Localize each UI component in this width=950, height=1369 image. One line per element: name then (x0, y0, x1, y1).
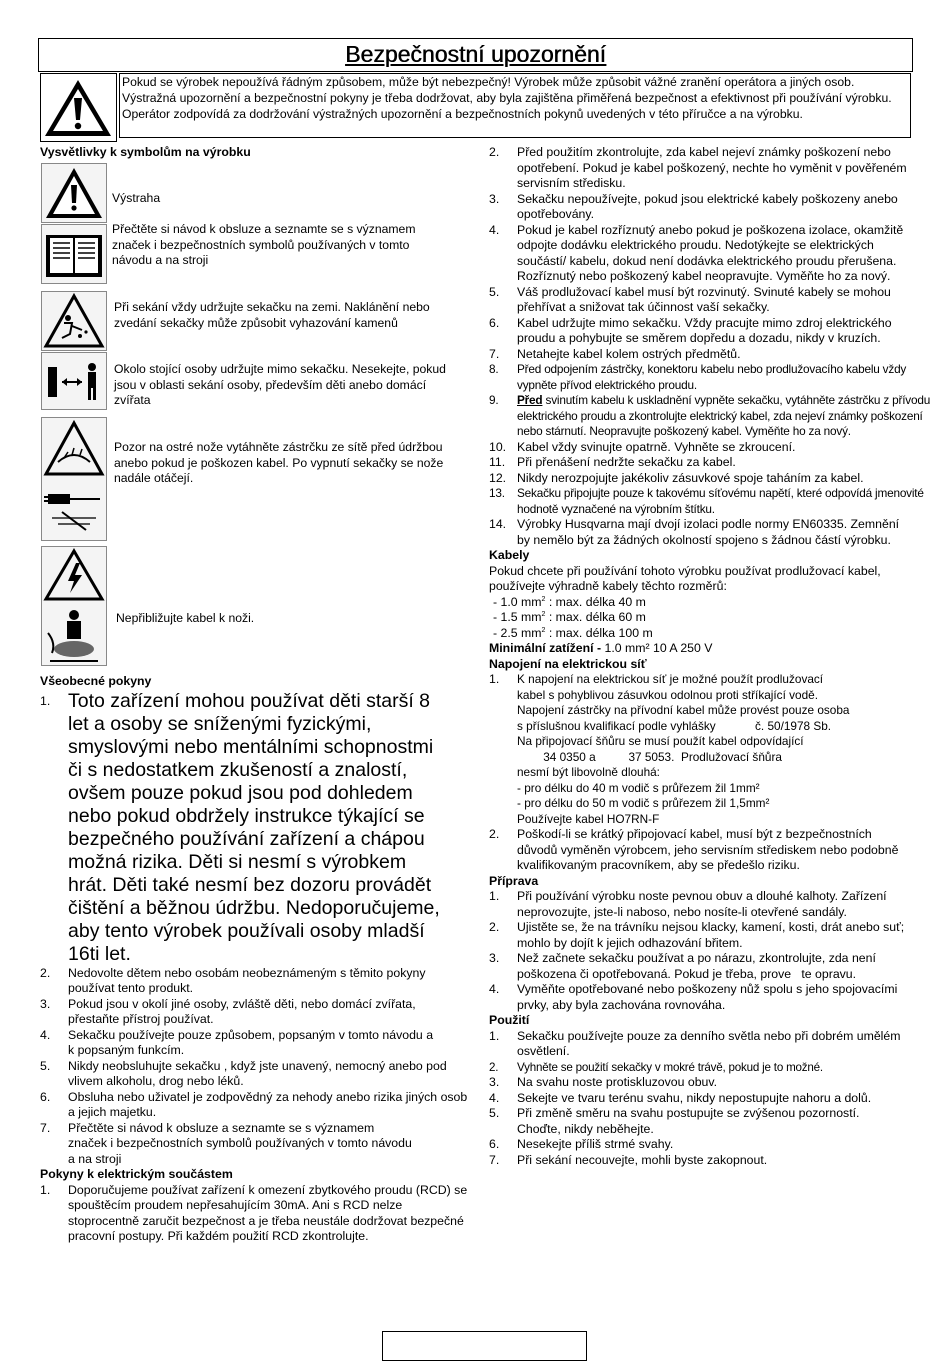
cable-text: Nepřibližujte kabel k noži. (116, 611, 255, 625)
list-item: 6. Obsluha nebo uživatel je zodpovědný za nehody anebo rizika jiných osob a jejich majetku. (40, 1089, 468, 1119)
list-item: 1. Toto zařízení mohou používat děti starší 8 let a osoby se sníženými fyzickými, smyslovými nebo mentálními schopnostmi či s nedostatkem zkušeností a znalostí, ovšem pouze pokud jsou pod dohledem nebo pokud obdržely instrukce týkající se bezpečného používání zařízení a chápou možná rizika. Děti si nesmí s výrobkem hrát. Děti také nesmí bez dozoru provádět čištění a běžnou údržbu. Nedoporučujeme, aby tento výrobek používali osoby mladší 16ti let. (40, 689, 440, 965)
intro-text: Pokud se výrobek nepoužívá řádným způsobem, může být nebezpečný! Výrobek může způsobit vážné zranění operátora a jiných osob. Výstražná upozornění a bezpečnostní pokyny je třeba dodržovat, aby byla zajištěna přiměřená bezpečnost a efektivnost při používání výrobku. Operátor zodpovídá za dodržování výstražných upozornění a bezpečnostních pokynů uvedených v této příručce a na výrobku. (119, 73, 911, 138)
thrown-object-symbol (41, 291, 107, 351)
list-item: 2. Před použitím zkontrolujte, zda kabel nejeví známky poškození nebo opotřebení. Pokud je kabel poškozený, nechte ho vyměnit v pověřeném servisním středisku. (489, 145, 907, 190)
list-item: 10. Kabel vždy svinujte opatrně. Vyhněte se zkroucení. (489, 439, 796, 454)
list-item: 7. Při sekání necouvejte, mohli byste zakopnout. (489, 1152, 768, 1167)
bystander-symbol (41, 352, 107, 410)
use-heading: Použití (489, 1013, 530, 1027)
list-item: 2. Vyhněte se použití sekačky v mokré trávě, pokud je to možné. (489, 1060, 823, 1074)
cable-symbol (41, 546, 107, 666)
list-item: 4. Sekejte ve tvaru terénu svahu, nikdy nepostupujte nahoru a dolů. (489, 1090, 872, 1105)
list-item: 2. Ujistěte se, že na trávníku nejsou klacky, kamení, kosti, drát anebo suť; mohlo by dojít k jejich odhazování břitem. (489, 920, 905, 950)
list-item: 4. Pokud je kabel rozříznutý anebo pokud je poškozena izolace, okamžitě odpojte dodávku elektrického proudu. Nedotýkejte se elektrických součástí/ kabelu, dokud není dodávka elektrického proudu přerušena. Rozříznutý nebo poškozený kabel neopravujte. Vyměňte ho za nový. (489, 222, 904, 283)
electric-heading: Pokyny k elektrickým součástem (40, 1167, 233, 1181)
right-column (489, 145, 931, 1168)
general-section (40, 674, 470, 1245)
list-item: 9. Před svinutím kabelu k uskladnění vypněte sekačku, vytáhněte zástrčku z přívodu elektrického proudu a zkontrolujte elektrický kabel, zda nejeví známky poškození nebo stárnutí. Neopravujte poškozený kabel. Vyměňte ho za nový. (489, 393, 931, 438)
use-list (489, 1029, 919, 1169)
list-item: 4. Vyměňte opotřebované nebo poškozeny nůž spolu s jeho spojovacími prvky, aby byla zachována rovnováha. (489, 982, 898, 1012)
list-item: 12. Nikdy nerozpojujte jakékoliv zásuvkové spoje taháním za kabel. (489, 470, 864, 485)
cables-heading: Kabely (489, 548, 530, 562)
list-item: 5. Při změně směru na svahu postupujte se zvýšenou pozorností. Choďte, nikdy neběhejte. (489, 1106, 860, 1136)
list-item: 3. Sekačku nepoužívejte, pokud jsou elektrické kabely poškozeny anebo opotřebovány. (489, 191, 898, 221)
list-item: 1. Při používání výrobku noste pevnou obuv a dlouhé kalhoty. Zařízení neprovozujte, jste-li naboso, nebo nosíte-li otevřené sandály. (489, 889, 887, 919)
manual-symbol (41, 224, 107, 284)
list-item: 3. Než začnete sekačku používat a po nárazu, zkontrolujte, zda není poškozena či opotřebovaná. Pokud je třeba, prove te opravu. (489, 951, 880, 981)
cable-row: - 2.5 $mm^2$ : max. délka 100 m (493, 625, 653, 640)
warning-symbol-text: Výstraha (112, 191, 161, 205)
cable-row: - 1.5 $mm^2$ : max. délka 60 m (493, 610, 646, 624)
prep-list (489, 889, 919, 1013)
title-box (38, 38, 913, 72)
symbols-heading: Vysvětlivky k symbolům na výrobku (40, 145, 251, 159)
list-item: 1. Doporučujeme používat zařízení k omezení zbytkového proudu (RCD) se spouštěcím proudem nepřesahujícím 30mA. Ani s RCD nelze stoprocentně zaručit bezpečnost a je třeba neustále dodržovat bezpečné pracovní postupy. Při každém použití RCD zkontrolujte. (40, 1182, 468, 1243)
page-number-box (382, 1331, 587, 1361)
general-list (40, 966, 470, 1168)
general-heading: Všeobecné pokyny (40, 674, 152, 688)
manual-book-icon (42, 225, 106, 283)
list-item: 2. Poškodí-li se krátký připojovací kabel, musí být z bezpečnostních důvodů vyměněn výrobcem, jeho servisním střediskem nebo podobně kvalifikovaným pracovníkem, aby se předešlo riziku. (489, 827, 899, 872)
manual-symbol-text: Přečtěte si návod k obsluze a seznamte se s významem značek i bezpečnostních symbolů používaných v tomto návodu a na stroji (112, 222, 416, 267)
warning-triangle-icon (41, 74, 116, 141)
list-item: 13. Sekačku připojujte pouze k takovému síťovému napětí, které odpovídá jmenovité hodnotě vyznačené na výrobním štítku. (489, 486, 924, 516)
list-item: 5. Váš prodlužovací kabel musí být rozvinutý. Svinuté kabely se mohou přehřívat a snižovat tak účinnost vaší sekačky. (489, 284, 891, 314)
list-item: 3. Na svahu noste protiskluzovou obuv. (489, 1075, 718, 1089)
list-item: 6. Nesekejte příliš strmé svahy. (489, 1137, 674, 1151)
warning-symbol (41, 163, 107, 223)
list-item: 5. Nikdy neobsluhujte sekačku , když jste unavený, nemocný anebo pod vlivem alkoholu, drog nebo léků. (40, 1058, 447, 1088)
bystander-distance-icon (42, 353, 106, 409)
electric-list-right (489, 145, 931, 548)
list-item: 11. Při přenášení nedržte sekačku za kabel. (489, 455, 736, 469)
electric-shock-icon (42, 547, 106, 603)
unplug-icon (42, 480, 106, 540)
keep-ground-text: Při sekání vždy udržujte sekačku na zemi. Naklánění nebo zvedání sekačky může způsobit vyhazování kamenů (114, 300, 430, 330)
electric-list-left (40, 1183, 470, 1245)
connection-list (489, 672, 919, 874)
list-item: 4. Sekačku používejte pouze způsobem, popsaným v tomto návodu a k popsaným funkcím. (40, 1027, 434, 1057)
min-load: Minimální zatížení - 1.0 mm² 10 A 250 V (489, 641, 713, 655)
list-item: 8. Před odpojením zástrčky, konektoru kabelu nebo prodlužovacího kabelu vždy vypněte přívod elektrického proudu. (489, 362, 907, 392)
blade-symbol (41, 417, 107, 541)
list-item: 7. Netahejte kabel kolem ostrých předmětů. (489, 346, 741, 361)
bystander-text: Okolo stojící osoby udržujte mimo sekačku. Nesekejte, pokud jsou v oblasti sekání osoby, především děti anebo domácí zvířata (114, 362, 446, 407)
cable-blade-icon (42, 603, 106, 665)
connection-heading: Napojení na elektrickou síť (489, 656, 647, 671)
list-item: 14. Výrobky Husqvarna mají dvojí izolaci podle normy EN60335. Zemnění by nemělo být za žádných okolností spojeno s žádnou částí výrobku. (489, 517, 900, 547)
thrown-object-icon (42, 292, 106, 350)
prep-heading: Příprava (489, 873, 539, 888)
list-item: 6. Kabel udržujte mimo sekačku. Vždy pracujte mimo zdroj elektrického proudu a pohybujte se směrem dopředu a dozadu, nikdy v kruzích. (489, 315, 892, 345)
left-column (40, 145, 470, 161)
intro-warning-icon-box (40, 73, 117, 142)
general-list-first (40, 690, 470, 966)
page-title: Bezpečnostní upozornění (345, 41, 606, 67)
sharp-blades-text: Pozor na ostré nože vytáhněte zástrčku ze sítě před údržbou anebo pokud je poškozen kabel. Po vypnutí sekačky se nože nadále otáčejí. (114, 440, 444, 485)
warning-triangle-icon (42, 164, 106, 222)
list-item: 1. K napojení na elektrickou síť je možné použít prodlužovací kabel s pohyblivou zásuvkou odolnou proti stříkající vodě. Napojení zástrčky na přívodní kabel může provést pouze osoba s příslušnou kvalifikací podle vyhlášky č. 50/1978 Sb. Na připojovací šňůru se musí použít kabel odpovídající 34 0350 a 37 5053. Prodlužovací šňůra nesmí být libovolně dlouhá: - pro délku do 40 m vodič s průřezem žil 1mm² - pro délku do 50 m vodič s průřezem žil 1,5mm² Používejte kabel HO7RN-F (489, 672, 850, 826)
list-item: 7. Přečtěte si návod k obsluze a seznamte se s významem značek i bezpečnostních symbolů používaných v tomto návodu a na stroji (40, 1120, 412, 1166)
blade-hazard-icon (42, 418, 106, 480)
list-item: 3. Pokud jsou v okolí jiné osoby, zvláště děti, nebo domácí zvířata, přestaňte přístroj používat. (40, 996, 416, 1026)
list-item: 2. Nedovolte dětem nebo osobám neobeznámeným s těmito pokyny používat tento produkt. (40, 965, 426, 995)
cables-intro: Pokud chcete při používání tohoto výrobku používat prodlužovací kabel, používejte výhradně kabely těchto rozměrů: (489, 563, 881, 593)
cable-row: - 1.0 $mm^2$ : max. délka 40 m (493, 594, 646, 609)
list-item: 1. Sekačku používejte pouze za denního světla nebo při dobrém umělém osvětlení. (489, 1028, 901, 1058)
